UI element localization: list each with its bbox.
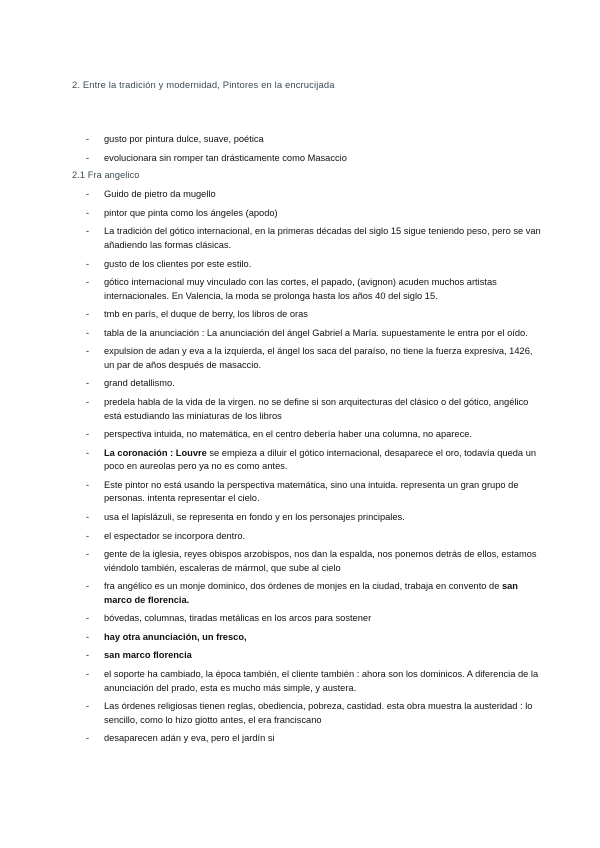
- intro-bullet-list: [72, 133, 542, 165]
- list-item-text: usa el lapislázuli, se representa en fondo y en los personajes principales.: [104, 511, 405, 522]
- list-item-text: pintor que pinta como los ángeles (apodo): [104, 207, 278, 218]
- list-item-text: La tradición del gótico internacional, en la primeras décadas del siglo 15 sigue teniendo peso, pero se van añadiendo las formas clásicas.: [104, 226, 541, 250]
- list-item: [72, 133, 542, 147]
- bullet-marker: -: [86, 378, 90, 389]
- bullet-marker: -: [86, 346, 90, 357]
- bullet-marker: -: [86, 650, 90, 661]
- list-item: [72, 428, 542, 442]
- list-item: [72, 276, 542, 303]
- list-item-text: [104, 650, 192, 660]
- list-item: [72, 308, 542, 322]
- list-item-text: gusto por pintura dulce, suave, poética: [104, 134, 264, 145]
- list-item-text: bóvedas, columnas, tiradas metálicas en los arcos para sostener: [104, 613, 372, 624]
- emphasis-text: hay otra anunciación, un fresco,: [104, 631, 247, 642]
- list-item: [72, 225, 542, 252]
- list-item-text: el soporte ha cambiado, la época también, el cliente también : ahora son los dominicos. A diferencia de la anunciación del prado, esta es mucho más simple, y austera.: [104, 669, 539, 693]
- list-item-text: perspectiva intuida, no matemática, en el centro debería haber una columna, no aparece.: [104, 429, 472, 440]
- bullet-marker: -: [86, 207, 90, 218]
- page-title: 2. Entre la tradición y modernidad, Pintores en la encrucijada: [72, 79, 335, 90]
- list-item: [72, 732, 542, 746]
- list-item-text: gusto de los clientes por este estilo.: [104, 258, 252, 269]
- bullet-marker: -: [86, 511, 90, 522]
- bullet-marker: -: [86, 226, 90, 237]
- list-item-text: [104, 632, 247, 642]
- list-item: [72, 700, 542, 727]
- list-item-text: gente de la iglesia, reyes obispos arzobispos, nos dan la espalda, nos ponemos detrás de ellos, estamos viéndolo también, escaleras de mármol, que sube al cielo: [104, 549, 537, 573]
- list-item: [72, 580, 542, 607]
- list-item: [72, 631, 542, 645]
- list-item: [72, 188, 542, 202]
- list-item: [72, 668, 542, 695]
- list-item-text: expulsion de adan y eva a la izquierda, el ángel los saca del paraíso, no tiene la fuerza expresiva, 1426, un par de años después de masaccio.: [104, 346, 533, 370]
- bullet-marker: -: [86, 701, 90, 712]
- list-item: [72, 649, 542, 663]
- bullet-marker: -: [86, 669, 90, 680]
- bullet-marker: -: [86, 447, 90, 458]
- list-item-text: el espectador se incorpora dentro.: [104, 530, 246, 541]
- list-item: [72, 612, 542, 626]
- list-item: [72, 258, 542, 272]
- list-item: [72, 377, 542, 391]
- list-item: [72, 479, 542, 506]
- bullet-marker: -: [86, 277, 90, 288]
- list-item-text: grand detallismo.: [104, 378, 175, 389]
- section-bullet-list: [72, 188, 542, 746]
- list-item: [72, 548, 542, 575]
- bullet-marker: -: [86, 134, 90, 145]
- bullet-marker: -: [86, 189, 90, 200]
- list-item-text: gótico internacional muy vinculado con las cortes, el papado, (avignon) acuden muchos artistas internacionales. En Valencia, la moda se prolonga hasta los años 40 del siglo 15.: [104, 277, 497, 301]
- list-item-text: tmb en parís, el duque de berry, los libros de oras: [104, 309, 308, 320]
- list-item: [72, 447, 542, 474]
- bullet-marker: -: [86, 530, 90, 541]
- list-item-text: La coronación : Louvre se empieza a diluir el gótico internacional, desaparece el oro, todavía queda un poco en aureolas pero ya no es como antes.: [104, 447, 537, 472]
- list-item-text: Guido de pietro da mugello: [104, 189, 216, 200]
- list-item: [72, 530, 542, 544]
- list-item: [72, 207, 542, 221]
- bullet-marker: -: [86, 397, 90, 408]
- list-item-text: Las órdenes religiosas tienen reglas, obediencia, pobreza, castidad. esta obra muestra la austeridad : lo sencillo, como lo hizo giotto antes, el era franciscano: [104, 701, 533, 725]
- list-item: [72, 327, 542, 341]
- list-item: [72, 511, 542, 525]
- emphasis-text: san marco florencia: [104, 650, 192, 661]
- bullet-marker: -: [86, 479, 90, 490]
- list-item-text: fra angélico es un monje dominico, dos órdenes de monjes en la ciudad, trabaja en convento de san marco de florencia.: [104, 581, 518, 605]
- bullet-marker: -: [86, 631, 90, 642]
- bullet-marker: -: [86, 613, 90, 624]
- list-item-text: tabla de la anunciación : La anunciación del ángel Gabriel a María. supuestamente le entra por el oído.: [104, 327, 528, 338]
- bullet-marker: -: [86, 258, 90, 269]
- list-item-text: predela habla de la vida de la virgen. no se define si son arquitecturas del clásico o del gótico, angélico está estudiando las miniaturas de los libros: [104, 397, 529, 421]
- bullet-marker: -: [86, 327, 90, 338]
- bullet-marker: -: [86, 429, 90, 440]
- bullet-marker: -: [86, 733, 90, 744]
- list-item: [72, 152, 542, 166]
- bullet-marker: -: [86, 309, 90, 320]
- emphasis-text: san marco de florencia.: [104, 581, 518, 605]
- list-item: [72, 396, 542, 423]
- list-item-text: evolucionara sin romper tan drásticamente como Masaccio: [104, 152, 347, 163]
- bullet-marker: -: [86, 152, 90, 163]
- section-heading: 2.1 Fra angelico: [72, 170, 140, 181]
- bullet-marker: -: [86, 549, 90, 560]
- list-item-text: desaparecen adán y eva, pero el jardín si: [104, 733, 275, 744]
- list-item-text: Este pintor no está usando la perspectiva matemática, sino una intuida. representa un gran grupo de personas. intenta representar el cielo.: [104, 479, 519, 504]
- list-item: [72, 345, 542, 372]
- bullet-marker: -: [86, 581, 90, 592]
- emphasis-text: La coronación : Louvre: [104, 447, 207, 458]
